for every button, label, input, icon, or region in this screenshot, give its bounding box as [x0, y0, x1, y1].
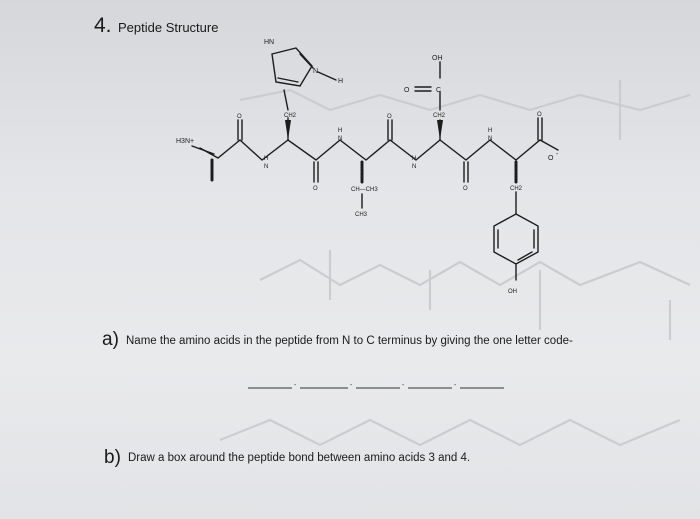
- amide-nh-4: [488, 128, 492, 142]
- oh-phenol-label: OH: [508, 289, 517, 295]
- minus-label: -: [556, 151, 559, 158]
- svg-text:N: N: [264, 164, 269, 170]
- amide-nh-2: [338, 128, 342, 142]
- part-a-text: Name the amino acids in the peptide from N to C terminus by giving the one letter code-: [126, 335, 573, 347]
- svg-text:N: N: [412, 164, 417, 170]
- o-minus-label: O: [548, 155, 554, 162]
- svg-text:H: H: [488, 128, 493, 134]
- amide-nh-3: [412, 156, 416, 170]
- carbonyl-o-4: O: [463, 186, 468, 192]
- part-a-letter: a): [102, 329, 119, 350]
- svg-text:-: -: [454, 383, 457, 389]
- carboxyl-o-label: O: [404, 87, 410, 94]
- part-b-text: Draw a box around the peptide bond between amino acids 3 and 4.: [128, 452, 471, 464]
- svg-text:N: N: [488, 136, 493, 142]
- svg-text:-: -: [294, 383, 297, 389]
- carbonyl-o-2: O: [313, 186, 318, 192]
- ch-ch3-label: CH—CH3: [351, 187, 378, 193]
- carbonyl-o-3: O: [387, 114, 392, 120]
- wedge-bond: [285, 120, 291, 140]
- ch2-asp-label: CH2: [433, 113, 446, 119]
- ch2-tyr-label: CH2: [510, 186, 523, 192]
- ch2-his-label: CH2: [284, 113, 297, 119]
- imidazole-n-label: N: [313, 68, 319, 75]
- imidazole-h-label: H: [338, 78, 344, 85]
- svg-text:-: -: [402, 383, 405, 389]
- svg-text:-: -: [350, 383, 353, 389]
- svg-text:N: N: [338, 136, 343, 142]
- oh-asp-label: OH: [432, 55, 443, 62]
- svg-text:H: H: [264, 156, 269, 162]
- ch3-label: CH3: [355, 212, 368, 218]
- question-number: 4.: [94, 14, 112, 37]
- question-title: Peptide Structure: [118, 20, 219, 35]
- svg-text:H: H: [412, 156, 417, 162]
- wedge-bond: [437, 120, 443, 140]
- n-terminus-label: H3N+: [176, 138, 195, 145]
- part-b-letter: b): [104, 447, 121, 468]
- carboxyl-c-label: C: [436, 87, 442, 94]
- amide-nh-1: [264, 156, 268, 170]
- svg-text:H: H: [338, 128, 343, 134]
- carbonyl-o-5: O: [537, 112, 542, 118]
- answer-blanks[interactable]: [248, 383, 508, 393]
- imidazole-hn-label: HN: [264, 39, 275, 46]
- backbone-bond: [200, 140, 558, 160]
- carbonyl-o-1: O: [237, 114, 242, 120]
